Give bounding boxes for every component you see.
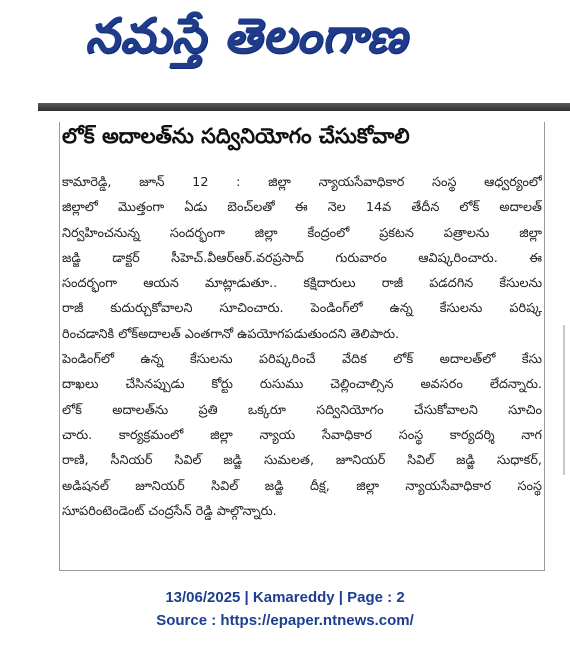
body-line: రాజీ కుదుర్చుకోవాలని సూచించారు. పెండింగ్‌లో ఉన్న కేసులను పరిష్క bbox=[62, 301, 542, 317]
body-line: రించడానికి లోక్‌అదాలత్ ఎంతగానో ఉపయోగపడుతుందని తెలిపారు. bbox=[62, 326, 400, 342]
adjacent-column-divider bbox=[563, 325, 565, 475]
body-line: దాఖలు చేసినప్పుడు కోర్టు రుసుము చెల్లించాల్సిన అవసరం లేదన్నారు. bbox=[62, 377, 542, 393]
body-line: కామారెడ్డి, జూన్ 12 : జిల్లా న్యాయసేవాధికార సంస్థ ఆధ్వర్యంలో bbox=[62, 175, 542, 190]
masthead-logo: నమస్తే తెలంగాణ bbox=[85, 8, 408, 64]
top-rule bbox=[38, 103, 570, 111]
body-line: పెండింగ్‌లో ఉన్న కేసులను పరిష్కరించే వేదిక లోక్ అదాలత్‌లో కేసు bbox=[62, 352, 542, 368]
article-border-bottom bbox=[59, 570, 545, 571]
footer-source: Source : https://epaper.ntnews.com/ bbox=[156, 612, 414, 629]
body-line: అడిషనల్ జూనియర్ సివిల్ జడ్జి దీక్ష, జిల్లా న్యాయసేవాధికార సంస్థ bbox=[62, 478, 542, 494]
body-line: లోక్ అదాలత్‌ను ప్రతి ఒక్కరూ సద్వినియోగం చేసుకోవాలని సూచిం bbox=[62, 402, 542, 418]
body-line: చారు. కార్యక్రమంలో జిల్లా న్యాయ సేవాధికార సంస్థ కార్యదర్శి నాగ bbox=[62, 427, 542, 443]
body-line: నిర్వహించనున్న సందర్భంగా జిల్లా కేంద్రంలో ప్రకటన పత్రాలను జిల్లా bbox=[62, 225, 542, 241]
body-line: సందర్భంగా ఆయన మాట్లాడుతూ.. కక్షిదారులు రాజీ పడదగిన కేసులను bbox=[62, 276, 542, 292]
article-border-left bbox=[59, 122, 60, 570]
footer-date-edition: 13/06/2025 | Kamareddy | Page : 2 bbox=[165, 589, 405, 606]
body-line: జిల్లాలో మొత్తంగా ఏడు బెంచ్‌లతో ఈ నెల 14వ తేదీన లోక్ అదాలత్ bbox=[62, 200, 542, 216]
body-line: సూపరింటెండెంట్ చంద్రసేన్ రెడ్డి పాల్గొన్నారు. bbox=[62, 503, 277, 519]
article-border-right bbox=[544, 122, 545, 570]
body-line: జడ్జి డాక్టర్ సీహెచ్.వీఆర్ఆర్.వరప్రసాద్ గురువారం ఆవిష్కరించారు. ఈ bbox=[62, 250, 542, 266]
article-body bbox=[62, 170, 542, 524]
body-line: రాణి, సీనియర్ సివిల్ జడ్జి సుమలత, జూనియర్ సివిల్ జడ్జి సుధాకర్, bbox=[62, 453, 542, 469]
article-headline: లోక్ అదాలత్‌ను సద్వినియోగం చేసుకోవాలి bbox=[62, 124, 410, 148]
